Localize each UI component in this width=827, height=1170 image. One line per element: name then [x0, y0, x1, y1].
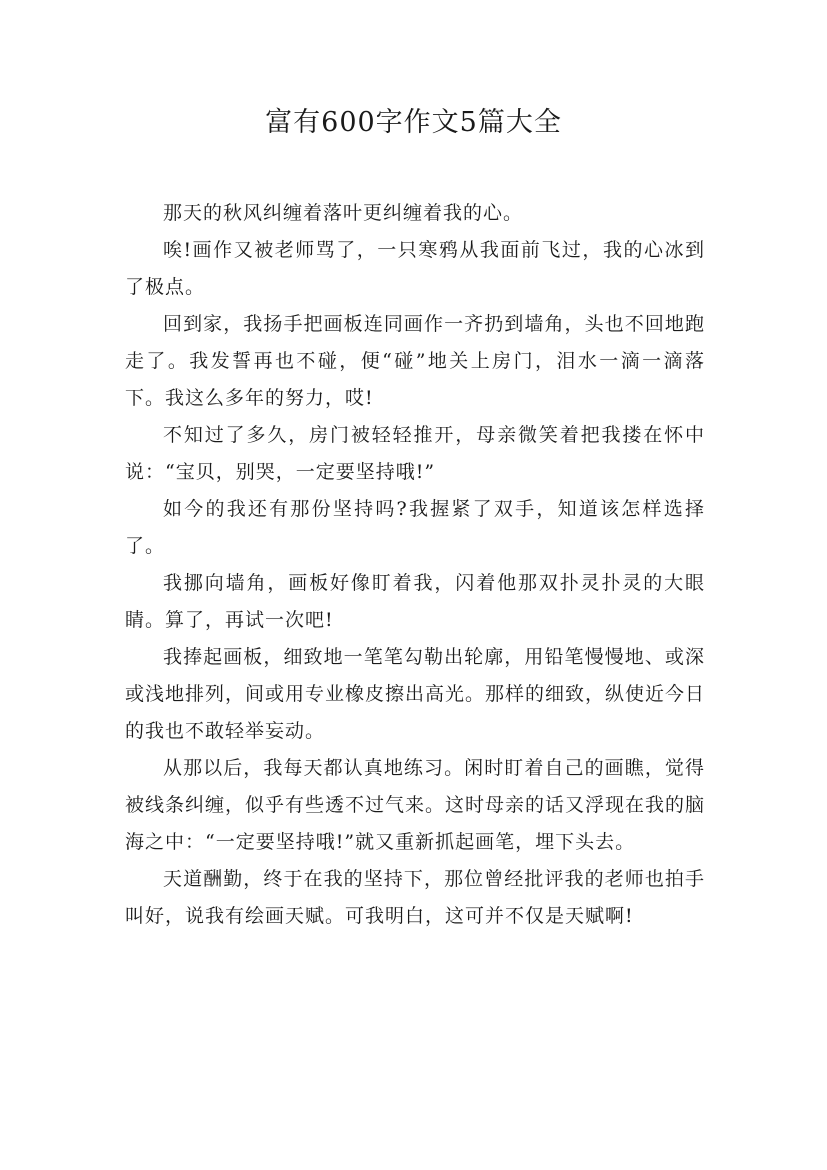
paragraph-8: 从那以后，我每天都认真地练习。闲时盯着自己的画瞧，觉得被线条纠缠，似乎有些透不过气来。这时母亲的话又浮现在我的脑海之中：“一定要坚持哦!”就又重新抓起画笔，埋下头去。 — [125, 757, 706, 853]
paragraph-7: 我捧起画板，细致地一笔笔勾勒出轮廓，用铅笔慢慢地、或深或浅地排列，间或用专业橡皮擦出高光。那样的细致，纵使近今日的我也不敢轻举妄动。 — [125, 646, 706, 742]
paragraph-9: 天道酬勤，终于在我的坚持下，那位曾经批评我的老师也拍手叫好，说我有绘画天赋。可我明白，这可并不仅是天赋啊! — [125, 868, 705, 927]
paragraph-1: 那天的秋风纠缠着落叶更纠缠着我的心。 — [163, 202, 524, 224]
paragraph-4: 不知过了多久，房门被轻轻推开，母亲微笑着把我搂在怀中说：“宝贝，别哭，一定要坚持哦!” — [125, 424, 705, 483]
article-body — [125, 195, 705, 935]
paragraph-5: 如今的我还有那份坚持吗?我握紧了双手，知道该怎样选择了。 — [125, 498, 705, 557]
paragraph-3: 回到家，我扬手把画板连同画作一齐扔到墙角，头也不回地跑走了。我发誓再也不碰，便“碰”地关上房门，泪水一滴一滴落下。我这么多年的努力，哎! — [125, 313, 705, 409]
paragraph-6: 我挪向墙角，画板好像盯着我，闪着他那双扑灵扑灵的大眼睛。算了，再试一次吧! — [125, 572, 705, 631]
document-title: 富有600字作文5篇大全 — [265, 107, 562, 138]
paragraph-2: 唉!画作又被老师骂了，一只寒鸦从我面前飞过，我的心冰到了极点。 — [125, 239, 705, 298]
